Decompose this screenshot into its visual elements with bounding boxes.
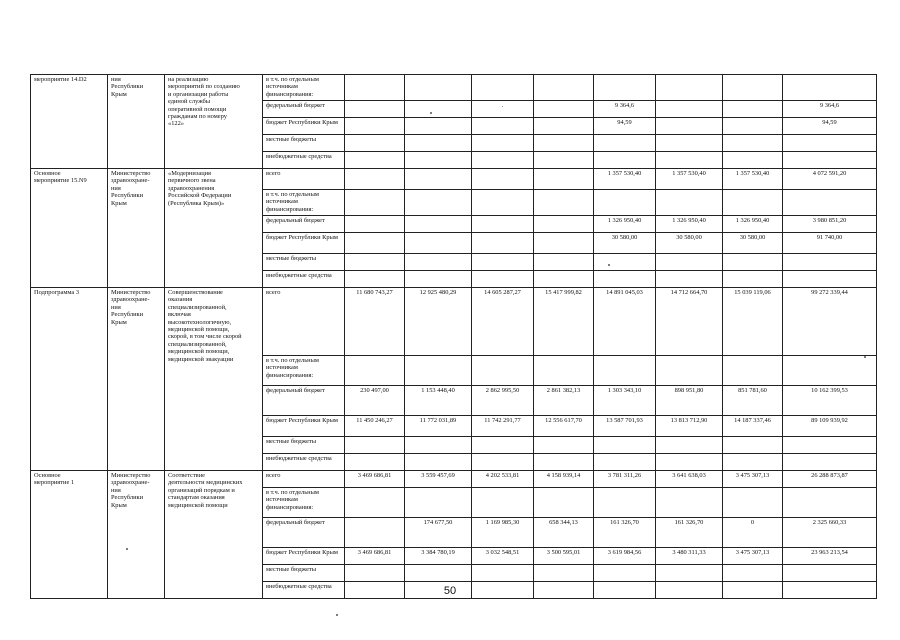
value-cell — [405, 101, 472, 118]
total-value-cell: 10 162 399,53 — [783, 386, 877, 416]
value-cell: 4 202 533,81 — [472, 471, 534, 488]
value-cell — [405, 565, 472, 582]
funding-source-label: внебюджетные средства — [263, 582, 345, 599]
value-cell — [472, 152, 534, 169]
value-cell — [534, 454, 594, 471]
value-cell — [472, 190, 534, 216]
budget-table — [30, 74, 877, 599]
value-cell: 13 813 712,90 — [656, 416, 723, 437]
value-cell — [534, 216, 594, 233]
value-cell — [594, 190, 656, 216]
value-cell: 3 475 307,13 — [723, 548, 783, 565]
value-cell: 658 344,13 — [534, 518, 594, 548]
value-cell — [405, 75, 472, 101]
value-cell: 11 450 246,27 — [345, 416, 405, 437]
value-cell — [534, 75, 594, 101]
description-cell: Совершенствование оказания специализированной, включая высокотехнологичную, медицинской помощи, скорой, в том числе скорой специализированной, медицинской помощи, медицинской эвакуации — [165, 288, 263, 471]
value-cell — [345, 518, 405, 548]
value-cell: 30 580,00 — [656, 233, 723, 254]
value-cell — [405, 135, 472, 152]
value-cell — [723, 254, 783, 271]
value-cell — [656, 454, 723, 471]
value-cell — [594, 356, 656, 386]
value-cell — [656, 254, 723, 271]
total-value-cell — [783, 254, 877, 271]
value-cell — [594, 437, 656, 454]
total-value-cell — [783, 190, 877, 216]
value-cell: 0 — [723, 518, 783, 548]
value-cell: 2 861 382,13 — [534, 386, 594, 416]
funding-source-label: всего — [263, 288, 345, 356]
value-cell — [594, 565, 656, 582]
value-cell — [534, 254, 594, 271]
value-cell: 1 153 448,40 — [405, 386, 472, 416]
value-cell — [656, 101, 723, 118]
value-cell — [656, 152, 723, 169]
value-cell: 13 587 701,93 — [594, 416, 656, 437]
value-cell: 4 158 939,14 — [534, 471, 594, 488]
value-cell — [345, 271, 405, 288]
executor-cell: ния Республики Крым — [108, 75, 165, 169]
value-cell — [345, 454, 405, 471]
total-value-cell — [783, 437, 877, 454]
scan-speck — [864, 356, 866, 358]
section-name-cell: Подпрограмма 3 — [31, 288, 108, 471]
funding-source-label: в т.ч. по отдельным источникам финансирования: — [263, 488, 345, 518]
value-cell — [405, 488, 472, 518]
table-row — [31, 75, 877, 101]
total-value-cell: 91 740,00 — [783, 233, 877, 254]
scan-speck — [430, 112, 432, 114]
value-cell — [472, 271, 534, 288]
value-cell: 1 303 343,10 — [594, 386, 656, 416]
value-cell — [594, 75, 656, 101]
value-cell: 3 384 780,19 — [405, 548, 472, 565]
value-cell — [723, 135, 783, 152]
description-cell: Соответствие деятельности медицинских организаций порядкам и стандартам оказания медицинской помощи — [165, 471, 263, 599]
total-value-cell: 3 980 851,20 — [783, 216, 877, 233]
scan-speck — [608, 264, 610, 266]
value-cell — [405, 437, 472, 454]
executor-cell: Министерство здравоохране- ния Республики Крым — [108, 169, 165, 288]
value-cell — [656, 135, 723, 152]
total-value-cell: 2 325 660,33 — [783, 518, 877, 548]
total-value-cell: 4 072 591,20 — [783, 169, 877, 190]
value-cell: 3 032 548,51 — [472, 548, 534, 565]
table-row — [31, 471, 877, 488]
total-value-cell — [783, 152, 877, 169]
value-cell — [656, 75, 723, 101]
value-cell: 14 187 337,46 — [723, 416, 783, 437]
value-cell — [534, 488, 594, 518]
section-name-cell: мероприятие 14.D2 — [31, 75, 108, 169]
value-cell — [723, 437, 783, 454]
value-cell: . — [472, 101, 534, 118]
total-value-cell: 23 963 213,54 — [783, 548, 877, 565]
value-cell — [345, 233, 405, 254]
funding-source-label: в т.ч. по отдельным источникам финансирования: — [263, 75, 345, 101]
value-cell — [723, 118, 783, 135]
value-cell — [723, 271, 783, 288]
value-cell — [723, 190, 783, 216]
funding-source-label: всего — [263, 471, 345, 488]
executor-cell: Министерство здравоохране- ния Республики Крым — [108, 288, 165, 471]
value-cell: 3 559 457,69 — [405, 471, 472, 488]
value-cell — [345, 488, 405, 518]
value-cell — [345, 190, 405, 216]
value-cell — [594, 488, 656, 518]
value-cell — [345, 437, 405, 454]
value-cell: 94,59 — [594, 118, 656, 135]
value-cell — [594, 254, 656, 271]
total-value-cell — [783, 454, 877, 471]
value-cell — [534, 356, 594, 386]
value-cell: 174 677,50 — [405, 518, 472, 548]
value-cell — [723, 356, 783, 386]
value-cell — [534, 437, 594, 454]
value-cell — [345, 216, 405, 233]
value-cell — [405, 271, 472, 288]
value-cell — [534, 101, 594, 118]
value-cell — [723, 454, 783, 471]
value-cell: 14 891 045,03 — [594, 288, 656, 356]
value-cell — [472, 254, 534, 271]
funding-source-label: в т.ч. по отдельным источникам финансирования: — [263, 190, 345, 216]
scan-speck — [126, 548, 128, 550]
value-cell — [405, 216, 472, 233]
value-cell — [345, 565, 405, 582]
funding-source-label: местные бюджеты — [263, 565, 345, 582]
value-cell: 1 326 950,40 — [594, 216, 656, 233]
value-cell — [472, 488, 534, 518]
value-cell — [534, 190, 594, 216]
total-value-cell: 94,59 — [783, 118, 877, 135]
value-cell — [656, 271, 723, 288]
executor-cell: Министерство здравоохране- ния Республики Крым — [108, 471, 165, 599]
total-value-cell — [783, 271, 877, 288]
funding-source-label: внебюджетные средства — [263, 271, 345, 288]
value-cell: 1 169 985,30 — [472, 518, 534, 548]
value-cell: 3 469 686,81 — [345, 471, 405, 488]
document-page — [30, 74, 876, 599]
value-cell: 30 580,00 — [594, 233, 656, 254]
total-value-cell — [783, 565, 877, 582]
table-row — [31, 288, 877, 356]
value-cell — [656, 565, 723, 582]
value-cell — [472, 169, 534, 190]
value-cell — [656, 488, 723, 518]
funding-source-label: федеральный бюджет — [263, 216, 345, 233]
value-cell — [345, 135, 405, 152]
value-cell — [594, 135, 656, 152]
value-cell: 161 326,70 — [656, 518, 723, 548]
value-cell — [405, 454, 472, 471]
value-cell: 161 326,70 — [594, 518, 656, 548]
value-cell — [656, 118, 723, 135]
funding-source-label: в т.ч. по отдельным источникам финансирования: — [263, 356, 345, 386]
funding-source-label: всего — [263, 169, 345, 190]
description-cell: на реализацию мероприятий по созданию и организации работы единой службы оперативной помощи гражданам по номеру «122» — [165, 75, 263, 169]
total-value-cell: 26 288 873,87 — [783, 471, 877, 488]
funding-source-label: федеральный бюджет — [263, 518, 345, 548]
value-cell — [472, 118, 534, 135]
value-cell: 3 475 307,13 — [723, 471, 783, 488]
value-cell — [405, 190, 472, 216]
total-value-cell: 99 272 339,44 — [783, 288, 877, 356]
value-cell: 230 497,00 — [345, 386, 405, 416]
value-cell — [534, 169, 594, 190]
total-value-cell — [783, 356, 877, 386]
page-number: 50 — [443, 585, 457, 597]
total-value-cell: 9 364,6 — [783, 101, 877, 118]
value-cell — [405, 233, 472, 254]
value-cell: 3 781 311,26 — [594, 471, 656, 488]
value-cell: 3 641 638,03 — [656, 471, 723, 488]
value-cell: 3 619 984,56 — [594, 548, 656, 565]
value-cell: 30 580,00 — [723, 233, 783, 254]
value-cell — [534, 565, 594, 582]
value-cell — [472, 356, 534, 386]
funding-source-label: бюджет Республики Крым — [263, 233, 345, 254]
value-cell: 11 680 743,27 — [345, 288, 405, 356]
description-cell: «Модернизация первичного звена здравоохранения Российской Федерации (Республика Крым)» — [165, 169, 263, 288]
value-cell — [405, 356, 472, 386]
value-cell: 15 039 119,06 — [723, 288, 783, 356]
funding-source-label: местные бюджеты — [263, 254, 345, 271]
section-name-cell: Основное мероприятие 1 — [31, 471, 108, 599]
value-cell — [723, 565, 783, 582]
value-cell — [472, 565, 534, 582]
value-cell — [345, 118, 405, 135]
value-cell: 1 357 530,40 — [723, 169, 783, 190]
value-cell — [534, 118, 594, 135]
value-cell: 12 925 480,29 — [405, 288, 472, 356]
value-cell — [656, 356, 723, 386]
value-cell — [594, 152, 656, 169]
value-cell — [472, 75, 534, 101]
funding-source-label: бюджет Республики Крым — [263, 118, 345, 135]
value-cell — [405, 118, 472, 135]
funding-source-label: внебюджетные средства — [263, 454, 345, 471]
value-cell: 9 364,6 — [594, 101, 656, 118]
value-cell: 11 742 291,77 — [472, 416, 534, 437]
value-cell — [345, 75, 405, 101]
funding-source-label: федеральный бюджет — [263, 386, 345, 416]
value-cell: 15 417 999,82 — [534, 288, 594, 356]
value-cell — [594, 271, 656, 288]
value-cell — [534, 152, 594, 169]
value-cell — [405, 152, 472, 169]
funding-source-label: внебюджетные средства — [263, 152, 345, 169]
value-cell: 1 326 950,40 — [723, 216, 783, 233]
funding-source-label: бюджет Республики Крым — [263, 548, 345, 565]
funding-source-label: бюджет Республики Крым — [263, 416, 345, 437]
value-cell — [472, 135, 534, 152]
value-cell — [472, 454, 534, 471]
value-cell — [472, 233, 534, 254]
value-cell: 1 326 950,40 — [656, 216, 723, 233]
value-cell — [723, 75, 783, 101]
value-cell — [472, 216, 534, 233]
value-cell: 1 357 530,40 — [594, 169, 656, 190]
value-cell: 2 862 995,50 — [472, 386, 534, 416]
value-cell — [345, 101, 405, 118]
value-cell: 14 712 664,70 — [656, 288, 723, 356]
value-cell — [345, 169, 405, 190]
value-cell: 1 357 530,40 — [656, 169, 723, 190]
value-cell: 12 556 617,70 — [534, 416, 594, 437]
value-cell — [656, 190, 723, 216]
table-row — [31, 169, 877, 190]
value-cell: 14 605 287,27 — [472, 288, 534, 356]
value-cell: 3 469 686,81 — [345, 548, 405, 565]
value-cell — [534, 233, 594, 254]
value-cell — [723, 101, 783, 118]
section-name-cell: Основное мероприятие 15.N9 — [31, 169, 108, 288]
value-cell — [723, 488, 783, 518]
value-cell — [405, 254, 472, 271]
value-cell — [345, 152, 405, 169]
value-cell: 3 500 595,01 — [534, 548, 594, 565]
total-value-cell — [783, 488, 877, 518]
value-cell: 11 772 031,89 — [405, 416, 472, 437]
value-cell — [345, 356, 405, 386]
value-cell — [656, 437, 723, 454]
scan-speck — [336, 614, 338, 616]
value-cell — [345, 254, 405, 271]
total-value-cell — [783, 75, 877, 101]
value-cell — [472, 437, 534, 454]
value-cell: 3 480 311,33 — [656, 548, 723, 565]
funding-source-label: местные бюджеты — [263, 135, 345, 152]
value-cell: 898 951,80 — [656, 386, 723, 416]
value-cell — [594, 454, 656, 471]
value-cell: 851 781,60 — [723, 386, 783, 416]
total-value-cell: 89 109 939,92 — [783, 416, 877, 437]
funding-source-label: федеральный бюджет — [263, 101, 345, 118]
total-value-cell — [783, 135, 877, 152]
funding-source-label: местные бюджеты — [263, 437, 345, 454]
value-cell — [723, 152, 783, 169]
value-cell — [405, 169, 472, 190]
value-cell — [534, 135, 594, 152]
value-cell — [534, 271, 594, 288]
